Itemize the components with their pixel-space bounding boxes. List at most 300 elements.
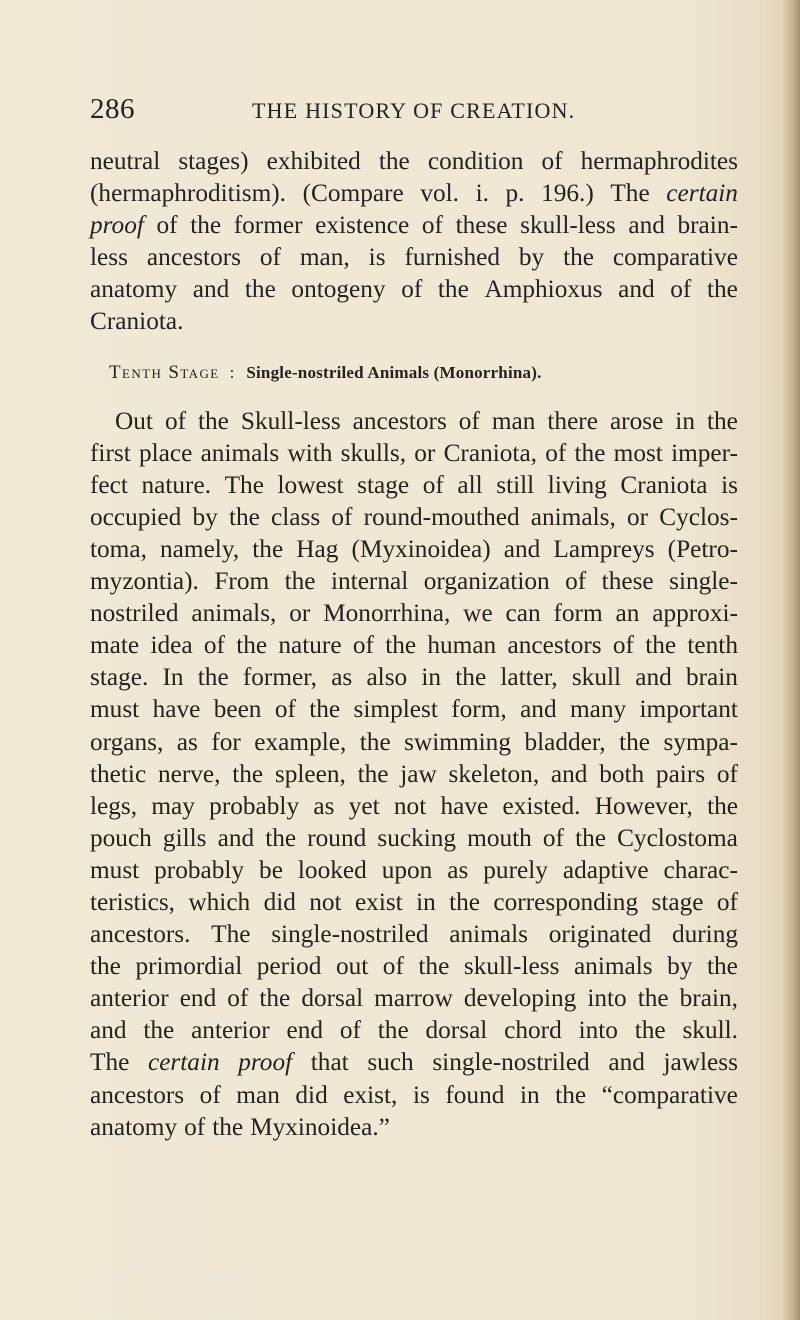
word: arose bbox=[609, 406, 664, 435]
word: proof bbox=[238, 1048, 293, 1077]
word: did bbox=[263, 887, 296, 916]
word: pairs bbox=[655, 759, 706, 788]
text-line bbox=[90, 177, 738, 209]
word: ancestors bbox=[507, 631, 602, 660]
word: single-nostriled bbox=[271, 920, 429, 949]
word: and bbox=[628, 211, 665, 240]
word: ancestors bbox=[352, 406, 447, 435]
word: bladder, bbox=[524, 727, 606, 756]
word: sympa- bbox=[663, 727, 738, 756]
word: ancestors. bbox=[90, 920, 191, 949]
word: organization bbox=[423, 567, 550, 596]
word: of bbox=[339, 1016, 361, 1045]
word: still bbox=[496, 470, 535, 499]
word: Monorrhina, bbox=[323, 599, 451, 628]
word: the bbox=[706, 275, 738, 304]
word: myzontia). bbox=[90, 567, 199, 596]
word: did bbox=[295, 1080, 328, 1109]
word: skull-less bbox=[520, 211, 616, 240]
word: animals bbox=[449, 920, 528, 949]
word: during bbox=[671, 920, 738, 949]
word: developing bbox=[463, 984, 577, 1013]
word: or bbox=[414, 438, 436, 467]
word: nostriled bbox=[90, 599, 179, 628]
word: class bbox=[271, 502, 321, 531]
word: man bbox=[236, 1080, 280, 1109]
word: stage bbox=[357, 470, 410, 499]
word: and bbox=[618, 275, 655, 304]
word: as bbox=[313, 791, 335, 820]
word: marrow bbox=[374, 984, 453, 1013]
word: anterior bbox=[90, 984, 169, 1013]
word: ontogeny bbox=[291, 275, 386, 304]
word: (Myxinoidea) bbox=[351, 534, 491, 563]
word: (Compare bbox=[302, 179, 404, 208]
word: lowest bbox=[277, 470, 344, 499]
word: into bbox=[587, 984, 627, 1013]
word: the bbox=[555, 1080, 587, 1109]
word: and bbox=[503, 534, 541, 563]
text-line bbox=[90, 693, 738, 725]
word: Cyclos- bbox=[659, 502, 738, 531]
text-line bbox=[90, 597, 738, 629]
text-line bbox=[90, 1014, 738, 1046]
word: certain bbox=[666, 179, 738, 208]
word: of bbox=[542, 823, 564, 852]
word: the bbox=[377, 1016, 409, 1045]
word: the bbox=[244, 275, 276, 304]
word: Lampreys bbox=[553, 534, 655, 563]
word: and bbox=[550, 759, 588, 788]
word: have bbox=[152, 695, 201, 724]
word: the bbox=[284, 567, 316, 596]
word: the bbox=[359, 727, 391, 756]
word: also bbox=[366, 663, 408, 692]
word: into bbox=[578, 1016, 618, 1045]
word: of bbox=[670, 275, 692, 304]
word: the bbox=[143, 1016, 175, 1045]
word: the bbox=[228, 502, 260, 531]
text-line bbox=[90, 1046, 738, 1078]
word: form, bbox=[451, 695, 507, 724]
word: However, bbox=[594, 791, 693, 820]
section-stage-label: Tenth Stage bbox=[109, 361, 220, 383]
page-number: 286 bbox=[90, 93, 135, 125]
word: which bbox=[188, 887, 251, 916]
word: is bbox=[412, 1080, 430, 1109]
word: skull bbox=[571, 663, 622, 692]
word: skulls, bbox=[340, 438, 407, 467]
word: is bbox=[368, 243, 386, 272]
paragraph-1 bbox=[90, 145, 738, 338]
word: brain- bbox=[677, 211, 738, 240]
word: out bbox=[335, 952, 369, 981]
word: end bbox=[286, 1016, 324, 1045]
word: the bbox=[252, 534, 284, 563]
word: of bbox=[716, 759, 738, 788]
word: not bbox=[393, 791, 427, 820]
word: nature. bbox=[141, 470, 212, 499]
word: and bbox=[635, 663, 672, 692]
word: found bbox=[445, 1080, 505, 1109]
word: important bbox=[639, 695, 738, 724]
word: by bbox=[192, 502, 218, 531]
word: man, bbox=[299, 243, 350, 272]
word: the bbox=[575, 823, 606, 852]
word: jaw bbox=[400, 759, 437, 788]
word: probably bbox=[154, 855, 245, 884]
word: fect bbox=[90, 470, 128, 499]
word: and bbox=[90, 1016, 127, 1045]
text-line bbox=[90, 629, 738, 661]
word: of bbox=[259, 243, 281, 272]
word: condition bbox=[427, 147, 524, 175]
word: the bbox=[259, 984, 291, 1013]
word: the bbox=[236, 631, 268, 660]
text-line bbox=[90, 501, 738, 533]
word: anterior bbox=[191, 1016, 270, 1045]
word: ancestors bbox=[90, 1080, 185, 1109]
word: the bbox=[619, 727, 650, 756]
word: Cyclostoma bbox=[617, 823, 738, 852]
word: Craniota bbox=[620, 470, 708, 499]
word: there bbox=[547, 406, 598, 435]
word: Skull-less bbox=[240, 406, 341, 435]
word: The bbox=[90, 1048, 130, 1077]
word: exist, bbox=[343, 1080, 398, 1109]
word: and bbox=[608, 1048, 645, 1077]
word: of bbox=[421, 211, 443, 240]
word: man bbox=[491, 406, 536, 435]
word: and bbox=[192, 275, 230, 304]
word: The bbox=[211, 920, 251, 949]
word: Amphioxus bbox=[484, 275, 603, 304]
word: adaptive bbox=[562, 855, 649, 884]
word: of bbox=[274, 695, 296, 724]
word: comparative bbox=[612, 243, 738, 272]
word: The bbox=[224, 470, 264, 499]
word: of bbox=[422, 470, 444, 499]
word: anatomy bbox=[90, 1112, 178, 1141]
word: the bbox=[197, 663, 229, 692]
word: of bbox=[565, 567, 587, 596]
text-line bbox=[90, 241, 738, 273]
word: of bbox=[458, 406, 480, 435]
word: dorsal bbox=[425, 1016, 488, 1045]
paragraph-2 bbox=[90, 405, 738, 1143]
word: the bbox=[212, 1112, 244, 1141]
text-line bbox=[90, 469, 738, 501]
word: all bbox=[457, 470, 483, 499]
word: of bbox=[716, 887, 738, 916]
word: first bbox=[90, 438, 131, 467]
word: of bbox=[352, 631, 374, 660]
word: Myxinoidea.” bbox=[250, 1112, 390, 1141]
word: of bbox=[164, 406, 187, 435]
text-line bbox=[90, 1111, 738, 1143]
text-line bbox=[90, 886, 738, 918]
word: the bbox=[190, 211, 222, 240]
word: we bbox=[463, 599, 493, 628]
word: the bbox=[198, 406, 229, 435]
word: “comparative bbox=[601, 1080, 738, 1109]
word: skull-less bbox=[463, 952, 560, 981]
word: From bbox=[214, 567, 270, 596]
word: stages) bbox=[178, 147, 249, 175]
word: the bbox=[634, 1016, 666, 1045]
word: of bbox=[401, 275, 423, 304]
word: round-mouthed bbox=[363, 502, 520, 531]
word: is bbox=[721, 470, 738, 499]
word: skeleton, bbox=[448, 759, 540, 788]
text-line bbox=[90, 1079, 738, 1111]
word: example, bbox=[254, 727, 347, 756]
text-line bbox=[90, 273, 738, 305]
word: the bbox=[455, 663, 487, 692]
text-line bbox=[90, 982, 738, 1014]
word: the bbox=[232, 759, 264, 788]
word: and bbox=[520, 695, 557, 724]
word: nerve, bbox=[157, 759, 221, 788]
word: probably bbox=[209, 791, 300, 820]
word: sucking bbox=[377, 823, 457, 852]
word: as bbox=[447, 855, 469, 884]
word: charac- bbox=[663, 855, 738, 884]
word: of bbox=[156, 211, 178, 240]
word: an bbox=[615, 599, 640, 628]
word: simplest bbox=[353, 695, 438, 724]
word: chord bbox=[504, 1016, 562, 1045]
word: of bbox=[541, 147, 563, 175]
text-line bbox=[90, 822, 738, 854]
word: been bbox=[213, 695, 262, 724]
text-line bbox=[90, 437, 738, 469]
word: the bbox=[449, 887, 481, 916]
word: round bbox=[307, 823, 367, 852]
page-edge-shadow bbox=[782, 0, 800, 1320]
word: the bbox=[706, 406, 738, 435]
word: primordial bbox=[135, 952, 243, 981]
word: toma, bbox=[90, 534, 147, 563]
word: 196.) bbox=[541, 179, 594, 208]
word: stage. bbox=[90, 663, 149, 692]
word: idea bbox=[150, 631, 193, 660]
word: not bbox=[309, 887, 342, 916]
word: certain bbox=[147, 1048, 220, 1077]
word: anatomy bbox=[90, 275, 178, 304]
word: the bbox=[645, 631, 677, 660]
text-line bbox=[90, 533, 738, 565]
word: former bbox=[233, 211, 303, 240]
word: living bbox=[547, 470, 607, 499]
text-line bbox=[90, 854, 738, 886]
word: teristics, bbox=[90, 887, 176, 916]
word: Craniota, bbox=[443, 438, 537, 467]
word: the bbox=[309, 695, 341, 724]
word: in bbox=[421, 663, 442, 692]
word: In bbox=[162, 663, 184, 692]
word: (hermaphroditism). bbox=[90, 179, 287, 208]
word: latter, bbox=[500, 663, 558, 692]
word: spleen, bbox=[274, 759, 346, 788]
word: exhibited bbox=[266, 147, 361, 175]
word: these bbox=[455, 211, 508, 240]
text-line bbox=[90, 726, 738, 758]
word: nature bbox=[278, 631, 342, 660]
word: namely, bbox=[160, 534, 240, 563]
word: animals bbox=[573, 952, 653, 981]
word: of bbox=[199, 1080, 221, 1109]
word: existence bbox=[315, 211, 410, 240]
text-line bbox=[90, 209, 738, 241]
text-line bbox=[90, 950, 738, 982]
word: or bbox=[626, 502, 649, 531]
word: most bbox=[613, 438, 663, 467]
word: less bbox=[90, 243, 128, 272]
section-heading-title: Single-nostriled Animals (Monorrhina). bbox=[246, 362, 542, 382]
word: of bbox=[331, 502, 353, 531]
word: the bbox=[357, 759, 389, 788]
word: Hag bbox=[296, 534, 339, 563]
word: form bbox=[553, 599, 603, 628]
word: former, bbox=[242, 663, 317, 692]
word: these bbox=[601, 567, 654, 596]
word: imper- bbox=[671, 438, 738, 467]
word: single-nostriled bbox=[432, 1048, 590, 1077]
section-heading bbox=[90, 357, 738, 389]
running-head bbox=[90, 93, 730, 133]
word: the bbox=[707, 791, 738, 820]
word: jawless bbox=[663, 1048, 738, 1077]
word: hermaphrodites bbox=[580, 147, 738, 175]
word: must bbox=[90, 695, 140, 724]
word: of bbox=[545, 438, 567, 467]
word: Craniota. bbox=[90, 307, 184, 336]
word: that bbox=[310, 1048, 349, 1077]
word: animals, bbox=[530, 502, 616, 531]
word: proof bbox=[90, 211, 144, 240]
word: both bbox=[599, 759, 645, 788]
word: Out bbox=[115, 406, 153, 435]
word: and bbox=[217, 823, 255, 852]
word: animals, bbox=[191, 599, 277, 628]
word: in bbox=[416, 887, 436, 916]
word: internal bbox=[330, 567, 409, 596]
word: the bbox=[574, 438, 606, 467]
word: approxi- bbox=[652, 599, 738, 628]
word: pouch bbox=[90, 823, 152, 852]
word: tenth bbox=[687, 631, 738, 660]
word: (Petro- bbox=[667, 534, 738, 563]
word: in bbox=[675, 406, 695, 435]
word: by bbox=[518, 243, 545, 272]
word: purely bbox=[483, 855, 548, 884]
word: the bbox=[707, 952, 738, 981]
word: with bbox=[287, 438, 333, 467]
word: gills bbox=[162, 823, 207, 852]
word: p. bbox=[505, 179, 525, 208]
word: corresponding bbox=[493, 887, 639, 916]
word: must bbox=[90, 855, 140, 884]
word: the bbox=[563, 243, 595, 272]
text-line bbox=[90, 758, 738, 790]
text-line bbox=[90, 790, 738, 822]
word: of bbox=[382, 952, 404, 981]
word: mate bbox=[90, 631, 140, 660]
word: many bbox=[569, 695, 627, 724]
word: legs, bbox=[90, 791, 138, 820]
word: such bbox=[367, 1048, 414, 1077]
word: existed. bbox=[502, 791, 581, 820]
word: of bbox=[203, 631, 225, 660]
word: dorsal bbox=[301, 984, 364, 1013]
word: place bbox=[138, 438, 193, 467]
text-line bbox=[90, 305, 738, 337]
word: organs, bbox=[90, 727, 164, 756]
word: looked bbox=[297, 855, 367, 884]
word: end bbox=[179, 984, 217, 1013]
word: upon bbox=[381, 855, 433, 884]
word: the bbox=[378, 147, 410, 175]
text-line bbox=[90, 918, 738, 950]
word: originated bbox=[548, 920, 652, 949]
word: i. bbox=[475, 179, 489, 208]
text-line bbox=[90, 661, 738, 693]
word: exist bbox=[354, 887, 403, 916]
word: by bbox=[667, 952, 693, 981]
word: or bbox=[289, 599, 311, 628]
word: The bbox=[610, 179, 650, 208]
word: in bbox=[519, 1080, 540, 1109]
word: period bbox=[256, 952, 322, 981]
word: thetic bbox=[90, 759, 147, 788]
word: skull. bbox=[682, 1016, 738, 1045]
word: human bbox=[427, 631, 497, 660]
word: of bbox=[227, 984, 249, 1013]
word: yet bbox=[348, 791, 380, 820]
text-line bbox=[90, 145, 738, 177]
word: mouth bbox=[467, 823, 532, 852]
word: neutral bbox=[90, 147, 161, 175]
word: the bbox=[418, 952, 450, 981]
word: ancestors bbox=[146, 243, 241, 272]
word: of bbox=[612, 631, 634, 660]
body-text bbox=[90, 145, 738, 1143]
word: as bbox=[176, 727, 198, 756]
text-line bbox=[90, 565, 738, 597]
word: may bbox=[151, 791, 195, 820]
word: animals bbox=[200, 438, 280, 467]
word: the bbox=[637, 984, 669, 1013]
word: the bbox=[437, 275, 469, 304]
word: furnished bbox=[404, 243, 500, 272]
word: brain bbox=[685, 663, 738, 692]
section-heading-colon: : bbox=[229, 362, 235, 382]
word: vol. bbox=[420, 179, 459, 208]
word: of bbox=[184, 1112, 206, 1141]
word: the bbox=[265, 823, 297, 852]
word: be bbox=[259, 855, 283, 884]
word: as bbox=[331, 663, 353, 692]
word: occupied bbox=[90, 502, 182, 531]
word: swimming bbox=[404, 727, 511, 756]
word: have bbox=[440, 791, 489, 820]
word: for bbox=[211, 727, 241, 756]
text-line bbox=[90, 405, 738, 437]
running-title: THE HISTORY OF CREATION. bbox=[252, 98, 576, 123]
word: brain, bbox=[679, 984, 738, 1013]
word: single- bbox=[669, 567, 738, 596]
